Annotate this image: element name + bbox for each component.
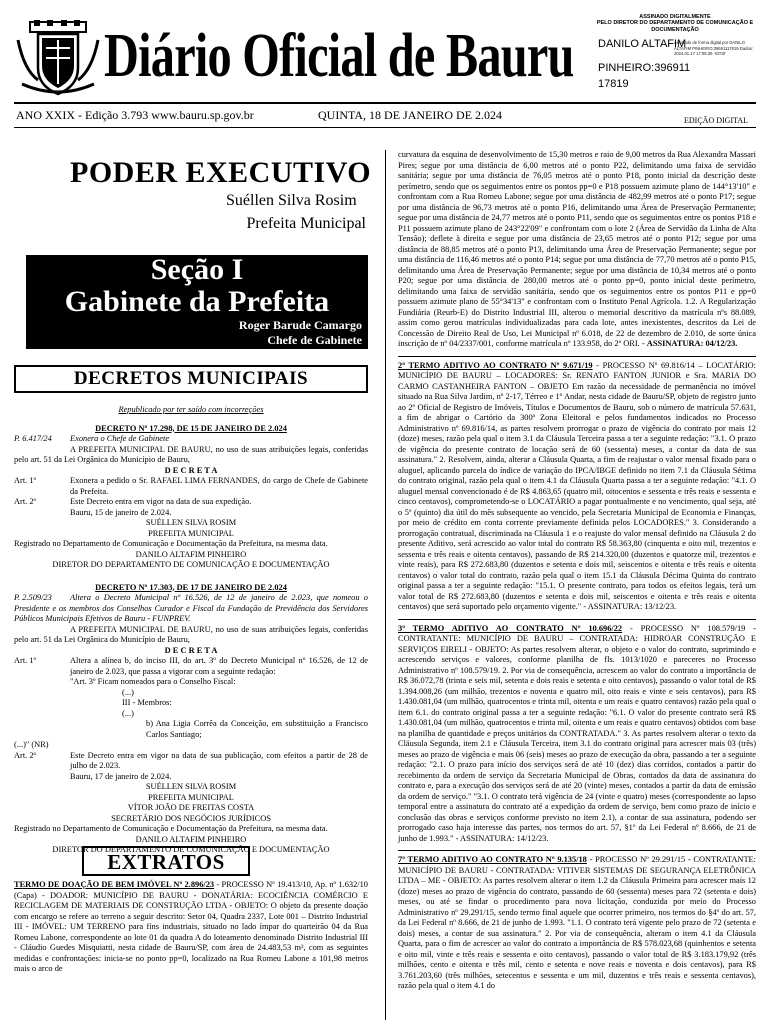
column-divider [385, 150, 386, 1020]
decree-ementa [14, 434, 368, 445]
signature-number: 17819 [598, 78, 629, 90]
mayor-name: Suéllen Silva Rosim [226, 192, 357, 209]
extract-text: - PROCESSO Nº 108.579/19 - CONTRATANTE: MUNICÍPIO DE BAURU – CONTRATADA: HIDROAR CONSTRUÇÃO E SERVIÇOS EIRELI - OBJETO: As partes resolvem alterar, o objeto e o valor do contrato, suprimindo e acrescendo serviços e valores, conforme planilha de fls. 1013/1020 e pareceres no Processo Administrativo nº 108.579/19. 2. Por via de consequência, acrescem ao valor do contrato a importância de R$ 36.072,78 (trinta e seis mil, setenta e dois reais e setenta e oito centavos), passando o valor total de R$ 1.394.008,26 (um milhão, trezentos e noventa e quatro mil, oito reais e vinte e seis centavos), para R$ 1.430.081,04 (um milhão, quatrocentos e trinta mil, oitenta e um reais e quatro centavos) razão pela qual o item 6.1. do contrato original passa a ter a seguinte redação: "6.1. O valor do presente contrato será R$ 1.430.081,04 (um milhão, quatrocentos e trinta mil, oitenta e um reais e quatro centavos) obtidos com base na planilha de quantidade e preços unitários da CONTRATADA." 3. As partes resolvem alterar o texto da Cláusula Segunda, item 2.1 e Cláusula Terceira, item 3.1 do contrato original para acrescer mais 03 (três) meses ao prazo de vigência e mais 06 (seis) meses ao prazo de execução da obra, passando a ter a seguinte redação: "2.1. O prazo para início dos serviços será de até 10 (dez) dias corridos, contados a partir do recebimento da ordem de serviço da Secretaria Municipal de Obras, contados da data de assinatura do contrato e, para a execução dos serviços será de até 20 (vinte) meses, contados a partir da data de emissão da ordem de serviço." "3.1. O contrato terá vigência de 24 (vinte e quatro) meses (correspondente ao lapso temporal entre a assinatura do contrato até a expedição da ordem de serviço, bem como prazo de início e conclusão das obras e serviços conforme previsto no item 2.1), a contar de sua assinatura, podendo ser prorrogado caso haja interesse das partes, nos termos do art. 57, §1º da Lei Federal nº 8.666, de 21 de junho de 1.993." - ASSINATURA: 14/12/23. [398, 623, 756, 843]
signature-details: Assinado de forma digital por DANILO ALTAFIM PINHEIRO:39691117819 Dados: 2024.01.17 17:55:36 -03'00' [674, 40, 754, 57]
decrees-column [14, 405, 368, 856]
extract-paragraph [398, 624, 756, 845]
decree-article [14, 476, 368, 497]
signature-date: ASSINATURA: 04/12/23. [646, 339, 738, 348]
quote-line: (...) [122, 687, 134, 697]
article-text: Este Decreto entra em vigor na data de sua publicação, com efeitos a partir de 28 de julho de 2.023. [70, 750, 368, 770]
article-label: Art. 1º [14, 656, 37, 665]
section-title: PODER EXECUTIVO [70, 156, 372, 189]
header-rule [14, 102, 756, 104]
registration-note: Registrado no Departamento de Comunicação e Documentação da Prefeitura, na mesma data. [14, 824, 328, 833]
decree-article [14, 497, 368, 508]
quote-line: "Art. 3º Ficam nomeados para o Conselho Fiscal: [70, 677, 236, 686]
extract-title: 3º TERMO ADITIVO AO CONTRATO Nº 10.696/22 [398, 623, 623, 633]
article-text: Exonera a pedido o Sr. RAFAEL LIMA FERNANDES, do cargo de Chefe de Gabinete da Prefeita. [70, 476, 368, 496]
article-text: Altera a alínea b, do inciso III, do art. 3º do Decreto Municipal nº 16.526, de 12 de janeiro de 2.023, que passa a vigorar com a seguinte redação: [70, 656, 368, 676]
section-name: Gabinete da Prefeita [64, 285, 330, 318]
signatory-title: DIRETOR DO DEPARTAMENTO DE COMUNICAÇÃO E DOCUMENTAÇÃO [52, 845, 330, 854]
quote-line: b) Ana Ligia Corrêa da Conceição, em substituição a Francisco Carlos Santiago; [146, 719, 368, 739]
publication-date: QUINTA, 18 DE JANEIRO DE 2.024 [318, 108, 503, 122]
signatory-name: SUÉLLEN SILVA ROSIM [145, 518, 237, 527]
signatory-title: SECRETÁRIO DOS NEGÓCIOS JURÍDICOS [111, 813, 271, 823]
decrees-heading: DECRETOS MUNICIPAIS [14, 365, 368, 393]
right-column [398, 150, 756, 992]
decree-summary: Exonera o Chefe de Gabinete [70, 434, 170, 443]
extracts-column [14, 880, 368, 975]
signatory-title: PREFEITA MUNICIPAL [148, 792, 234, 802]
signature-header: ASSINADO DIGITALMENTE [639, 14, 711, 20]
decree-intro: A PREFEITA MUNICIPAL DE BAURU, no uso de suas atribuições legais, conferidas pelo art. 51 da Lei Orgânica do Município de Bauru, [14, 444, 368, 464]
signature-header-2: PELO DIRETOR DO DEPARTAMENTO DE COMUNICAÇÃO E DOCUMENTAÇÃO [596, 20, 754, 33]
article-label: Art. 1º [14, 476, 37, 485]
mayor-title: Prefeita Municipal [246, 215, 366, 232]
decree-title: DECRETO Nº 17.303, DE 17 DE JANEIRO DE 2.024 [95, 582, 287, 592]
section-number: Seção I [150, 253, 244, 286]
edition-info: ANO XXIX - Edição 3.793 www.bauru.sp.gov.br [16, 108, 254, 122]
decree-intro: A PREFEITA MUNICIPAL DE BAURU, no uso de suas atribuições legais, conferidas pelo art. 51 da Lei Orgânica do Município de Bauru, [14, 624, 368, 644]
extract-text: - PROCESSO Nº 69.816/14 – LOCATÁRIO: MUNICÍPIO DE BAURU – LOCADORES: Sr. RENATO FANTON JUNIOR e Sra. MARIA DO CARMO CASTANHEIRA FANTON – OBJETO Em razão da necessidade de permanência no imóvel situado na Rua Silva Jardim, nº 2-17, Térreo e 1º Andar, nesta cidade de Bauru/SP, objeto de registro junto ao 2º Oficial de Registro de Imóveis, Títulos e Documentos de Bauru, sob o número de matrícula 57.631, a fim de abrigar o Cartório da 300ª Zona Eleitoral e pelos fundamentos indicados no Processo Administrativo nº 69.816/14, as partes resolvem prorrogar o prazo de vigência do contrato por mais 12 (doze) meses, razão pela qual o item 3.1 da Cláusula Terceira passa a ter a seguinte redação: "3.1. O prazo de vigência do presente contrato de locação será de 60 (sessenta) meses, a contar da data de sua assinatura." 2. Resolvem, ainda, alterar a Cláusula Quarta, a fim de reajustar o valor mensal fixado para o aluguel, aplicando parcela do índice de variação do IPCA/IBGE definido no item 7.1 da Cláusula Sétima do contrato original, razão pela qual o item 4.1 da Cláusula Quarta passa a ter a seguinte redação: "4.1. O aluguel mensal convencionado é de R$ 4.863,65 (quatro mil, oitocentos e sessenta e três reais e sessenta e cinco centavos), comprometendo-se o LOCATÁRIO a pagar pontualmente e no vencimento, qual seja, até o 5º (quinto) dia útil do mês subsequente ao vencido, pela Secretaria Municipal de Economia e Finanças, por meio de crédito em conta corrente previamente definida pelos LOCADORES." 3. Considerando a prorrogação contratual, discriminada na Cláusula 1 e o reajuste do valor mensal definido na Cláusula 2 do presente Aditivo, será acrescido ao valor total do contrato R$ 58.363,80 (cinquenta e oito mil, trezentos e sessenta e três reais e oitenta centavos), passando de R$ 214.320,00 (duzentos e quatorze mil, trezentos e vinte reais), para R$ 272.683,80 (duzentos e setenta e dois mil, seiscentos e oitenta e três reais e oitenta centavos) o valor total do contrato, razão pela qual o item 15.1 da Cláusula Décima Quinta do contrato original passa a ter a seguinte redação: "15.1. O presente contrato, para todos os efeitos legais, terá um valor total de R$ 272.683,80 (duzentos e setenta e dois mil, seiscentos e oitenta e três reais e oitenta centavos) que será suportado pelo orçamento vigente." - ASSINATURA: 13/12/23. [398, 360, 756, 611]
signatory-name: DANILO ALTAFIM PINHEIRO [135, 834, 247, 844]
signature-name: DANILO ALTAFIM [598, 38, 687, 50]
article-label: Art. 2º [14, 497, 37, 506]
article-text: Este Decreto entra em vigor na data de sua expedição. [70, 497, 252, 506]
extract-title: 2º TERMO ADITIVO AO CONTRATO Nº 9.671/19 [398, 360, 593, 370]
extract-paragraph [398, 150, 756, 350]
registration-note: Registrado no Departamento de Comunicação e Documentação da Prefeitura, na mesma data. [14, 539, 328, 548]
newspaper-title: Diário Oficial de Bauru [104, 22, 574, 90]
extract-divider [398, 619, 756, 620]
decree-decreta: D E C R E T A [164, 645, 218, 655]
extract-divider [398, 356, 756, 357]
decree-decreta: D E C R E T A [164, 465, 218, 475]
digital-edition-label: EDIÇÃO DIGITAL [684, 116, 749, 125]
decree-place-date: Bauru, 15 de janeiro de 2.024. [70, 507, 172, 517]
signatory-name: VÍTOR JOÃO DE FREITAS COSTA [127, 803, 255, 812]
signatory-name: SUÉLLEN SILVA ROSIM [145, 782, 237, 791]
bauru-coat-of-arms-icon [16, 20, 100, 98]
decree-title: DECRETO Nº 17.298, DE 15 DE JANEIRO DE 2.024 [95, 423, 287, 433]
quote-line: (...) [122, 708, 134, 718]
process-number: P. 2.509/23 [14, 593, 52, 602]
quote-line: (...)" (NR) [14, 740, 49, 749]
header-rule-bottom [14, 127, 756, 128]
quote-line: III - Membros: [122, 698, 172, 707]
decree-article [14, 751, 368, 772]
signature-pin: PINHEIRO:396911 [598, 62, 691, 74]
decree-summary: Altera o Decreto Municipal nº 16.526, de 12 de janeiro de 2.023, que nomeou o Presidente e os membros dos Conselhos Curador e Fiscal da Fundação de Previdência dos Servidores Públicos Municipais Efetivos de Bauru - FUNPREV. [14, 593, 368, 623]
decree-place-date: Bauru, 17 de janeiro de 2.024. [70, 771, 172, 781]
decree-article [14, 656, 368, 677]
chief-of-staff-title: Chefe de Gabinete [267, 333, 362, 347]
extract-text: - PROCESSO Nº 29.291/15 - CONTRATANTE: MUNICÍPIO DE BAURU - CONTRATADA: VITIVER SISTEMAS DE SEGURANÇA ELETRÔNICA LTDA – ME - OBJETO: As partes resolvem alterar o item 1.2 da Cláusula Primeira para acrescer mais 12 (doze) meses ao prazo de vigência do contrato, passando de 60 (sessenta) meses para 72 (setenta e dois) meses, ou até se findar o procedimento para nova licitação, conduzida por meio do Processo Administrativo nº 29.291/15, sendo termo final aquele que ocorrer primeiro, nos termos do §4º do art. 57, da Lei Federal nº 8.666, de 21 de junho de 1.993. "1.1. O contrato terá vigente pelo prazo de 72 (setenta e dois) meses, a contar de sua assinatura." 2. Por via de consequência, alteram o item 4.1 da Cláusula Quarta, para o fim de acrescer ao valor do contrato a importância de R$ 578.023,68 (quinhentos e setenta e oito mil, vinte e três reais e sessenta e oito centavos), passando o valor total de R$ 3.183.179,92 (três milhões, cento e oitenta e três mil, cento e setenta e nove reais e noventa e dois centavos), para R$ 3.761.203,60 (três milhões, setecentos e sessenta e um mil, duzentos e três reais e sessenta centavos), razão pela qual o item 4.1 do [398, 855, 757, 990]
process-number: P. 6.417/24 [14, 434, 52, 443]
decree-ementa [14, 593, 368, 625]
extract-text: curvatura da esquina de desenvolvimento de 15,30 metros e raio de 9,00 metros da Rua Alexandra Massari Pires; segue por uma distância de 6,00 metros até o ponto P22, delimitando uma faixa de servidão sanitária; segue por uma distância de 76,05 metros até o ponto P18, ponto inicial da descrição deste perímetro, sendo que os seguimentos entre os pontos pp=0 e P18 possuem azimute plano de 144°13'10" e confrontam com a Rua Romeu Labone; segue por uma distância de 482,99 metros até o ponto P17; segue por uma distância de 96,73 metros até o ponto P16, delimitando uma Área de Preservação Permanente; segue por uma distância de 24,77 metros até o ponto P11, sendo que os seguimentos entre os pontos P18 e P11 possuem azimute plano de 243°22'09" e confrontam com o lote 2 (Área de Servidão da Linha de Alta Tensão); deflete à direita e segue por uma distância de 23,65 metros até o ponto P12; segue por uma distância de 88,85 metros até o ponto P13, delimitando uma Área de Preservação Permanente; segue por uma distância de 116,46 metros até o ponto P14; segue por uma distância de 77,70 metros até o ponto P15, delimitando uma Área de Preservação Permanente; segue por uma distância de 10,34 metros até o ponto P20; segue por uma distância de 280,00 metros até o ponto pp=0, ponto inicial deste perímetro, delimitando uma faixa de servidão sanitária, sendo que os seguimentos entre os pontos P11 e pp=0 possuem azimute plano de 55°34'13" e confrontam com o Instituto Penal Agrícola. 1.2. A Regularização Fundiária (Reurb-E) do Distrito Industrial III, alterou o memorial descritivo da matrícula nºs 88.089, assim como gerou matrículas individualizadas para cada lote, antes inexistentes, descritos da Lei de Concessão de Direito Real de Uso, Lei Municipal nº 6.018, de 22 de dezembro de 2.010, de sorte única inscrição de nº 04/2337/001, conforme matrícula nº 133.958, do 2º ORI. - [398, 150, 756, 348]
signatory-name: DANILO ALTAFIM PINHEIRO [135, 549, 247, 559]
article-label: Art. 2º [14, 750, 37, 760]
extract-divider [398, 850, 756, 851]
extract-text: - PROCESSO Nº 19.413/10, Ap. nº 1.632/10 (Capa) - DOADOR: MUNICÍPIO DE BAURU - DONATÁRIA: ECOCIÊNCIA COMÉRCIO E RECICLAGEM DE MATERIAIS DE CONSTRUÇÃO LTDA - OBJETO: O objeto da presente doação com encargo se refere ao terreno a seguir descrito: Setor 04, Quadra 2337, Lote 001 – Distrito Industrial III - IMÓVEL: UM TERRENO para fins industriais, situado no lado ímpar do quarteirão 04 da Rua Romeu Labone, correspondente ao lote 01 da quadra A do loteamento denominado Distrito Industrial III - Cláudio Guedes Misquiatti, nesta cidade de Bauru/SP, com área de 24.483,53 m², com as seguintes medidas e confrontações: inicia-se no ponto pp=0, localizado na Rua Romeu Labone a 101,98 metros mais o arco de [14, 880, 368, 973]
extract-paragraph [398, 855, 756, 992]
extract-paragraph [398, 361, 756, 613]
extracts-heading: EXTRATOS [82, 846, 250, 876]
chief-of-staff-name: Roger Barude Camargo [238, 318, 362, 332]
signatory-title: DIRETOR DO DEPARTAMENTO DE COMUNICAÇÃO E DOCUMENTAÇÃO [52, 560, 330, 569]
republished-note: Republicado por ter saído com incorreções [118, 405, 264, 414]
signatory-title: PREFEITA MUNICIPAL [148, 528, 234, 538]
extract-title: TERMO DE DOAÇÃO DE BEM IMÓVEL Nº 2.896/23 [14, 880, 215, 889]
digital-signature-stamp [590, 14, 760, 100]
extract-title: 7º TERMO ADITIVO AO CONTRATO Nº 9.135/18 [398, 855, 587, 864]
